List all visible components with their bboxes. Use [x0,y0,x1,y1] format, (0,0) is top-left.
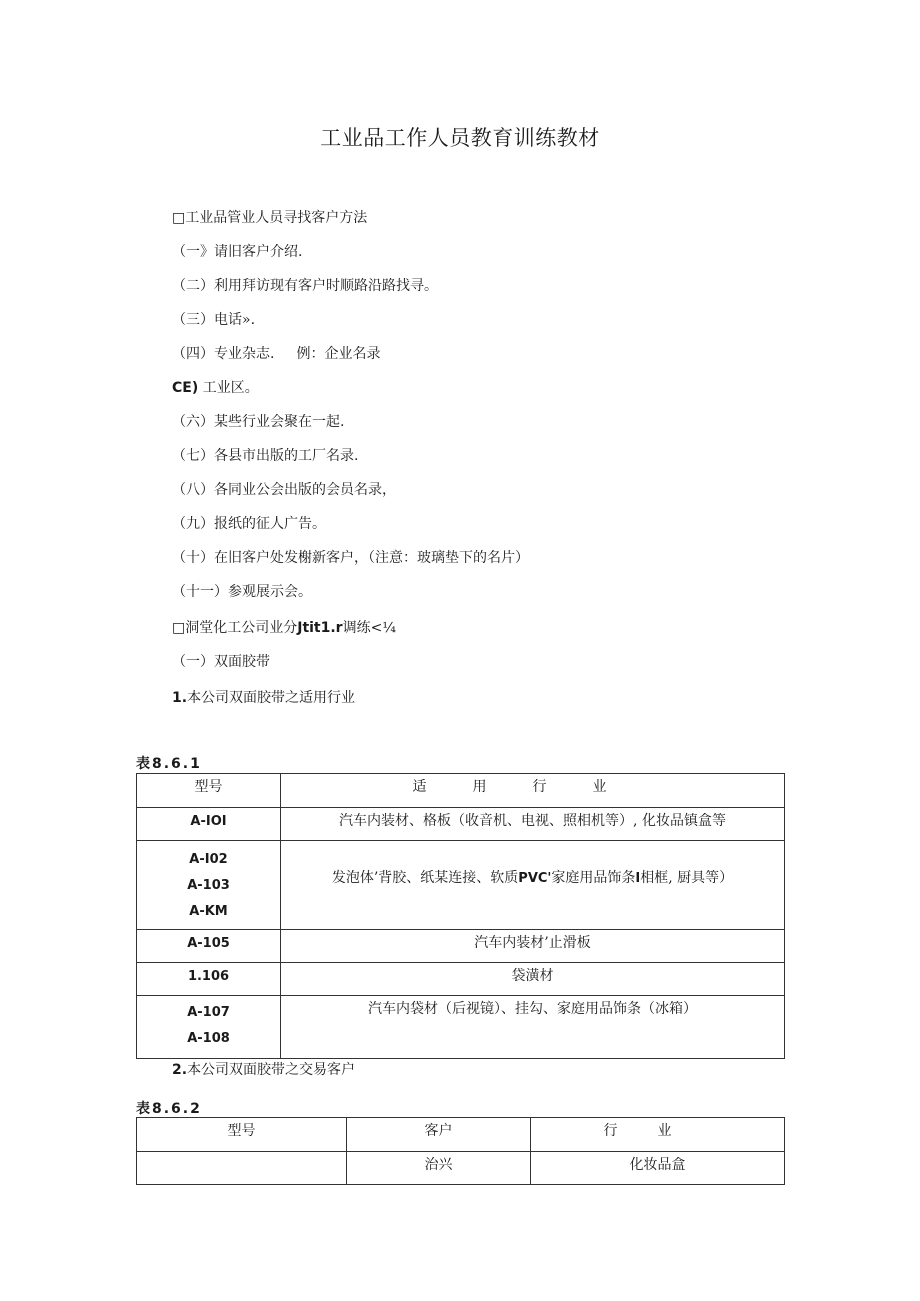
point-text: 本公司双面胶带之交易客户 [187,1062,356,1078]
header-cell-industry: 适用行业 [281,774,785,808]
table-header-row [137,1118,785,1152]
point-number: 1. [172,690,188,706]
table-row [137,841,785,930]
cell-model: A-105 [137,930,281,963]
cell-industry: 化妆品盒 [531,1152,785,1185]
header-cell-model: 型号 [137,774,281,808]
heading-bold: Jtit1.r [297,620,343,636]
point-heading [172,1060,355,1080]
heading-suffix: 调练<¼ [342,620,396,636]
table-industry [136,773,785,1059]
list-item: （十）在旧客户处发榭新客户，（注意：玻璃垫下的名片） [172,550,529,566]
list-item: （七）各县市出版的工厂名录. [172,448,359,464]
list-item: （二）利用拜访现有客户时顺路沿路找寻。 [172,278,438,294]
cell-model-group [137,841,281,930]
list-item [172,378,259,398]
header-cell-model: 型号 [137,1118,347,1152]
list-item: （三）电话». [172,312,256,328]
list-item: （十一）参观展示会。 [172,584,312,600]
cell-model: A-108 [187,1031,230,1046]
industry-text-bold: PVC' [518,871,552,886]
list-item: （一》请旧客户介绍. [172,244,303,260]
table-row [137,996,785,1059]
list-item [172,344,380,364]
table2-caption: 表8.6.2 [136,1101,202,1117]
cell-industry [281,841,785,930]
list-item-text: 工业区。 [202,380,259,396]
industry-text: 相框, 厨具等） [640,870,734,886]
cell-industry: 汽车内装材’止滑板 [281,930,785,963]
cell-model-group [137,996,281,1059]
industry-text: 发泡体’背胶、纸某连接、软质 [331,870,519,886]
table-row [137,963,785,996]
table-header-row [137,774,785,808]
table-row [137,808,785,841]
cell-industry: 汽车内袋材（后视镜）、挂勾、家庭用品饰条（冰箱） [281,996,785,1059]
heading-prefix: □洞堂化工公司业分 [172,620,298,636]
cell-model: A-I02 [189,852,228,867]
header-cell-industry: 行业 [531,1118,785,1152]
point-number: 2. [172,1062,188,1078]
cell-model: A-KM [189,904,228,919]
cell-model: 1.106 [137,963,281,996]
list-item-example: 例：企业名录 [296,346,381,362]
document-title: 工业品工作人员教育训练教材 [320,126,600,150]
cell-customer: 治兴 [347,1152,531,1185]
cell-model [137,1152,347,1185]
list-item-text: （四）专业杂志. [172,346,275,362]
list-item: （八）各同业公会出版的会员名录， [172,482,396,498]
table-customers [136,1117,785,1185]
section2-heading [172,618,396,638]
section1-heading: □工业品管业人员寻找客户方法 [172,210,368,226]
table-row [137,1152,785,1185]
list-item: （六）某些行业会聚在一起. [172,414,345,430]
cell-model: A-IOI [137,808,281,841]
cell-industry: 袋潢材 [281,963,785,996]
subsection-heading: （一）双面胶带 [172,654,270,670]
table-row [137,930,785,963]
list-item-marker: CE) [172,380,199,396]
list-item: （九）报纸的征人广告。 [172,516,326,532]
industry-text-bold: I [635,871,641,886]
industry-text: 家庭用品饰条 [551,870,636,886]
point-heading [172,688,355,708]
cell-industry: 汽车内装材、格板（收音机、电视、照相机等）, 化妆品镇盒等 [281,808,785,841]
cell-model: A-103 [187,878,230,893]
point-text: 本公司双面胶带之适用行业 [187,690,356,706]
header-cell-customer: 客户 [347,1118,531,1152]
table1-caption: 表8.6.1 [136,756,202,772]
cell-model: A-107 [187,1005,230,1020]
